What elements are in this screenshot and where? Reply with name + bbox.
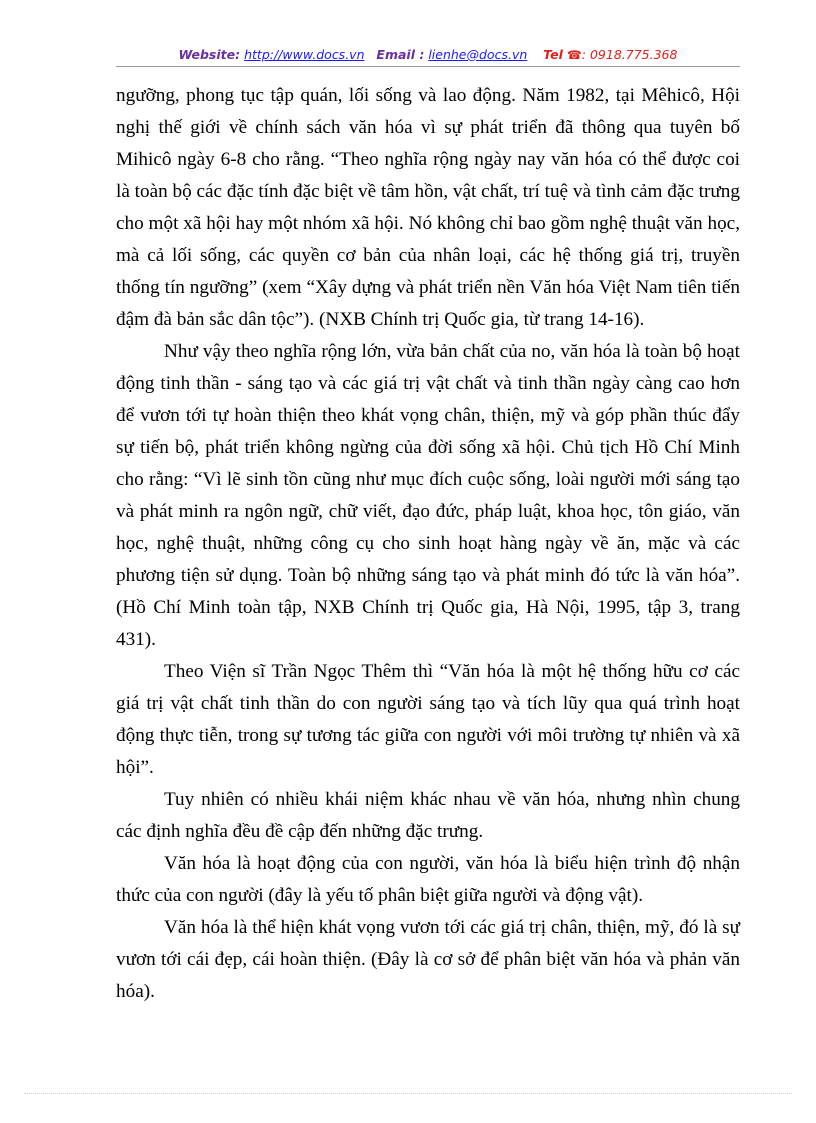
document-body bbox=[116, 80, 740, 1008]
page-header bbox=[116, 46, 740, 68]
paragraph-6: Văn hóa là thể hiện khát vọng vươn tới các giá trị chân, thiện, mỹ, đó là sự vươn tới cái đẹp, cái hoàn thiện. (Đây là cơ sở để phân biệt văn hóa và phản văn hóa). bbox=[116, 917, 740, 1002]
email-link[interactable]: lienhe@docs.vn bbox=[428, 47, 528, 62]
paragraph-2: Như vậy theo nghĩa rộng lớn, vừa bản chất của no, văn hóa là toàn bộ hoạt động tinh thần - sáng tạo và các giá trị vật chất và tinh thần ngày càng cao hơn để vươn tới tự hoàn thiện theo khát vọng chân, thiện, mỹ và góp phần thúc đẩy sự tiến bộ, phát triển không ngừng của đời sống xã hội. Chủ tịch Hồ Chí Minh cho rằng: “Vì lẽ sinh tồn cũng như mục đích cuộc sống, loài người mới sáng tạo và phát minh ra ngôn ngữ, chữ viết, đạo đức, pháp luật, khoa học, tôn giáo, văn học, nghệ thuật, những công cụ cho sinh hoạt hàng ngày về ăn, mặc và các phương tiện sử dụng. Toàn bộ những sáng tạo và phát minh đó tức là văn hóa”. (Hồ Chí Minh toàn tập, NXB Chính trị Quốc gia, Hà Nội, 1995, tập 3, trang 431). bbox=[116, 341, 740, 650]
website-label: Website: bbox=[178, 47, 241, 62]
website-link[interactable]: http://www.docs.vn bbox=[244, 47, 365, 62]
email-label: Email : bbox=[376, 47, 425, 62]
phone-icon: ☎ bbox=[566, 48, 582, 62]
paragraph-3: Theo Viện sĩ Trần Ngọc Thêm thì “Văn hóa là một hệ thống hữu cơ các giá trị vật chất tinh thần do con người sáng tạo và tích lũy qua quá trình hoạt động thực tiễn, trong sự tương tác giữa con người với môi trường tự nhiên và xã hội”. bbox=[116, 661, 740, 778]
paragraph-5: Văn hóa là hoạt động của con người, văn hóa là biểu hiện trình độ nhận thức của con người (đây là yếu tố phân biệt giữa người và động vật). bbox=[116, 853, 740, 906]
paragraph-4: Tuy nhiên có nhiều khái niệm khác nhau về văn hóa, nhưng nhìn chung các định nghĩa đều đề cập đến những đặc trưng. bbox=[116, 789, 740, 842]
tel-label: Tel bbox=[543, 47, 563, 62]
paragraph-1: ngưỡng, phong tục tập quán, lối sống và lao động. Năm 1982, tại Mêhicô, Hội nghị thế giới về chính sách văn hóa vì sự phát triển đã thông qua tuyên bố Mihicô ngày 6-8 cho rằng. “Theo nghĩa rộng ngày nay văn hóa có thể được coi là toàn bộ các đặc tính đặc biệt về tâm hồn, vật chất, trí tuệ và tình cảm đặc trưng cho một xã hội hay một nhóm xã hội. Nó không chỉ bao gồm nghệ thuật văn học, mà cả lối sống, các quyền cơ bản của nhân loại, các hệ thống giá trị, truyền thống tín ngưỡng” (xem “Xây dựng và phát triển nền Văn hóa Việt Nam tiên tiến đậm đà bản sắc dân tộc”). (NXB Chính trị Quốc gia, từ trang 14-16). bbox=[116, 85, 740, 330]
tel-number: : 0918.775.368 bbox=[581, 47, 678, 62]
footer-divider bbox=[24, 1093, 792, 1094]
header-divider bbox=[116, 66, 740, 67]
